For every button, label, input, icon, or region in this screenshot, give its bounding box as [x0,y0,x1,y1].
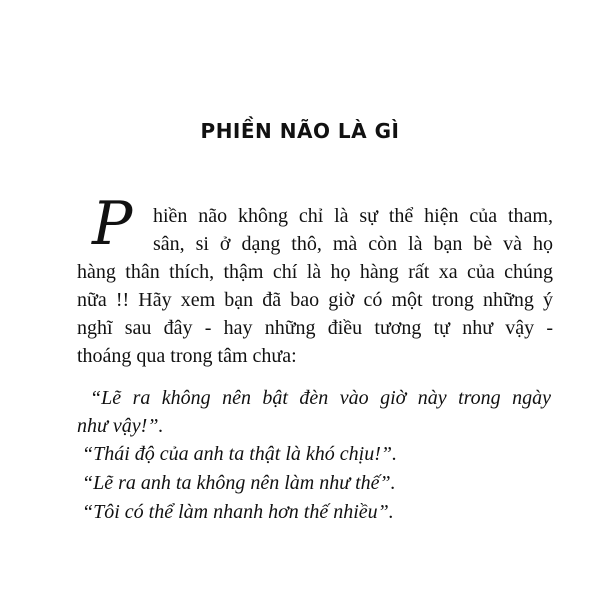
paragraph-line: hàng thân thích, thậm chí là họ hàng rất xa của chúng [77,261,553,283]
quote-line: như vậy!”. [77,415,164,437]
quote-line: “Thái độ của anh ta thật là khó chịu!”. [82,443,397,465]
paragraph-line: hiền não không chỉ là sự thể hiện của tham, [153,205,553,227]
quote-line: “Tôi có thể làm nhanh hơn thế nhiều”. [82,501,394,523]
quote-line: “Lẽ ra anh ta không nên làm như thế”. [82,472,396,494]
paragraph-line: nghĩ sau đây - hay những điều tương tự như vậy - [77,317,553,339]
chapter-heading: PHIỀN NÃO LÀ GÌ [200,119,400,143]
paragraph-line: sân, si ở dạng thô, mà còn là bạn bè và họ [153,233,553,255]
drop-cap: P [92,189,133,259]
paragraph-line: thoáng qua trong tâm chưa: [77,345,297,367]
paragraph-line: nữa !! Hãy xem bạn đã bao giờ có một trong những ý [77,289,553,311]
quote-line: “Lẽ ra không nên bật đèn vào giờ này trong ngày [90,387,551,409]
